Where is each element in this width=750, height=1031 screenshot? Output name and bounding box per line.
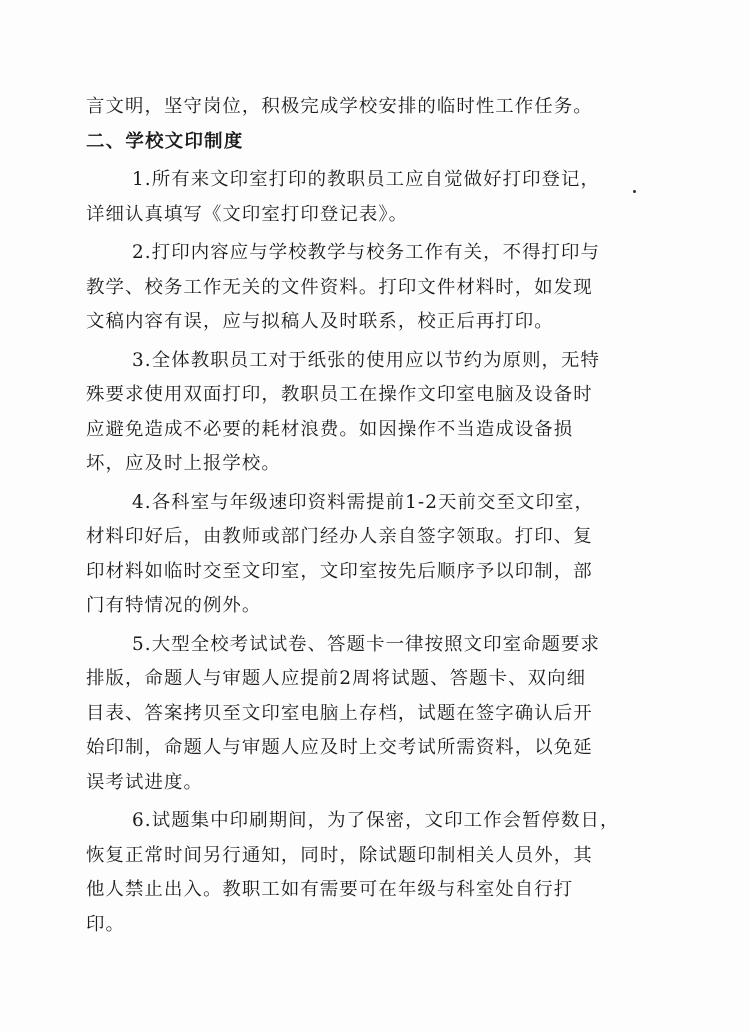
paragraph-line: 5.大型全校考试试卷、答题卡一律按照文印室命题要求 — [132, 633, 601, 655]
paragraph-5 — [86, 628, 664, 801]
paragraph-6 — [86, 804, 664, 942]
paragraph-line: 门有特情况的例外。 — [86, 595, 262, 616]
paragraph-line: 材料印好后，由教师或部门经办人亲自签字领取。打印、复 — [86, 526, 593, 547]
paragraph-line: 坏，应及时上报学校。 — [86, 453, 281, 474]
paragraph-line: 教学、校务工作无关的文件资料。打印文件材料时，如发现 — [86, 276, 593, 298]
paragraph-line: 应避免造成不必要的耗材浪费。如因操作不当造成设备损 — [86, 418, 574, 440]
paragraph-line: 文稿内容有误，应与拟稿人及时联系，校正后再打印。 — [86, 311, 554, 332]
paragraph-line: 详细认真填写《文印室打印登记表》。 — [86, 203, 409, 225]
document-body — [86, 90, 664, 942]
paragraph-line: 6.试题集中印刷期间，为了保密，文印工作会暂停数日， — [132, 810, 620, 831]
carryover-line: 言文明，坚守岗位，积极完成学校安排的临时性工作任务。 — [86, 96, 593, 117]
paragraph-3 — [86, 344, 664, 482]
paragraph-line: 误考试进度。 — [86, 771, 203, 793]
paragraph-line: 4.各科室与年级速印资料需提前1-2天前交至文印室， — [132, 491, 594, 513]
section-heading: 二、学校文印制度 — [86, 130, 244, 152]
paragraph-line: 始印制，命题人与审题人应及时上交考试所需资料，以免延 — [86, 737, 593, 758]
paragraph-line: 印。 — [86, 913, 125, 935]
paragraph-1 — [86, 163, 664, 232]
paragraph-line: 目表、答案拷贝至文印室电脑上存档，试题在签字确认后开 — [86, 702, 593, 724]
paragraph-line: 殊要求使用双面打印，教职员工在操作文印室电脑及设备时 — [86, 384, 593, 405]
paragraph-line: 恢复正常时间另行通知，同时，除试题印制相关人员外，其 — [86, 844, 593, 866]
paragraph-line: 印材料如临时交至文印室，文印室按先后顺序予以印制，部 — [86, 560, 593, 582]
paragraph-line: 他人禁止出入。教职工如有需要可在年级与科室处自行打 — [86, 879, 574, 900]
paragraph-line: 排版，命题人与审题人应提前2周将试题、答题卡、双向细 — [86, 668, 587, 689]
paragraph-line: 3.全体教职员工对于纸张的使用应以节约为原则，无特 — [132, 349, 601, 371]
paragraph-line: 2.打印内容应与学校教学与校务工作有关，不得打印与 — [132, 242, 601, 263]
paragraph-4 — [86, 486, 664, 624]
paragraph-2 — [86, 236, 664, 340]
paragraph-line: 1.所有来文印室打印的教职员工应自觉做好打印登记， — [132, 169, 601, 190]
